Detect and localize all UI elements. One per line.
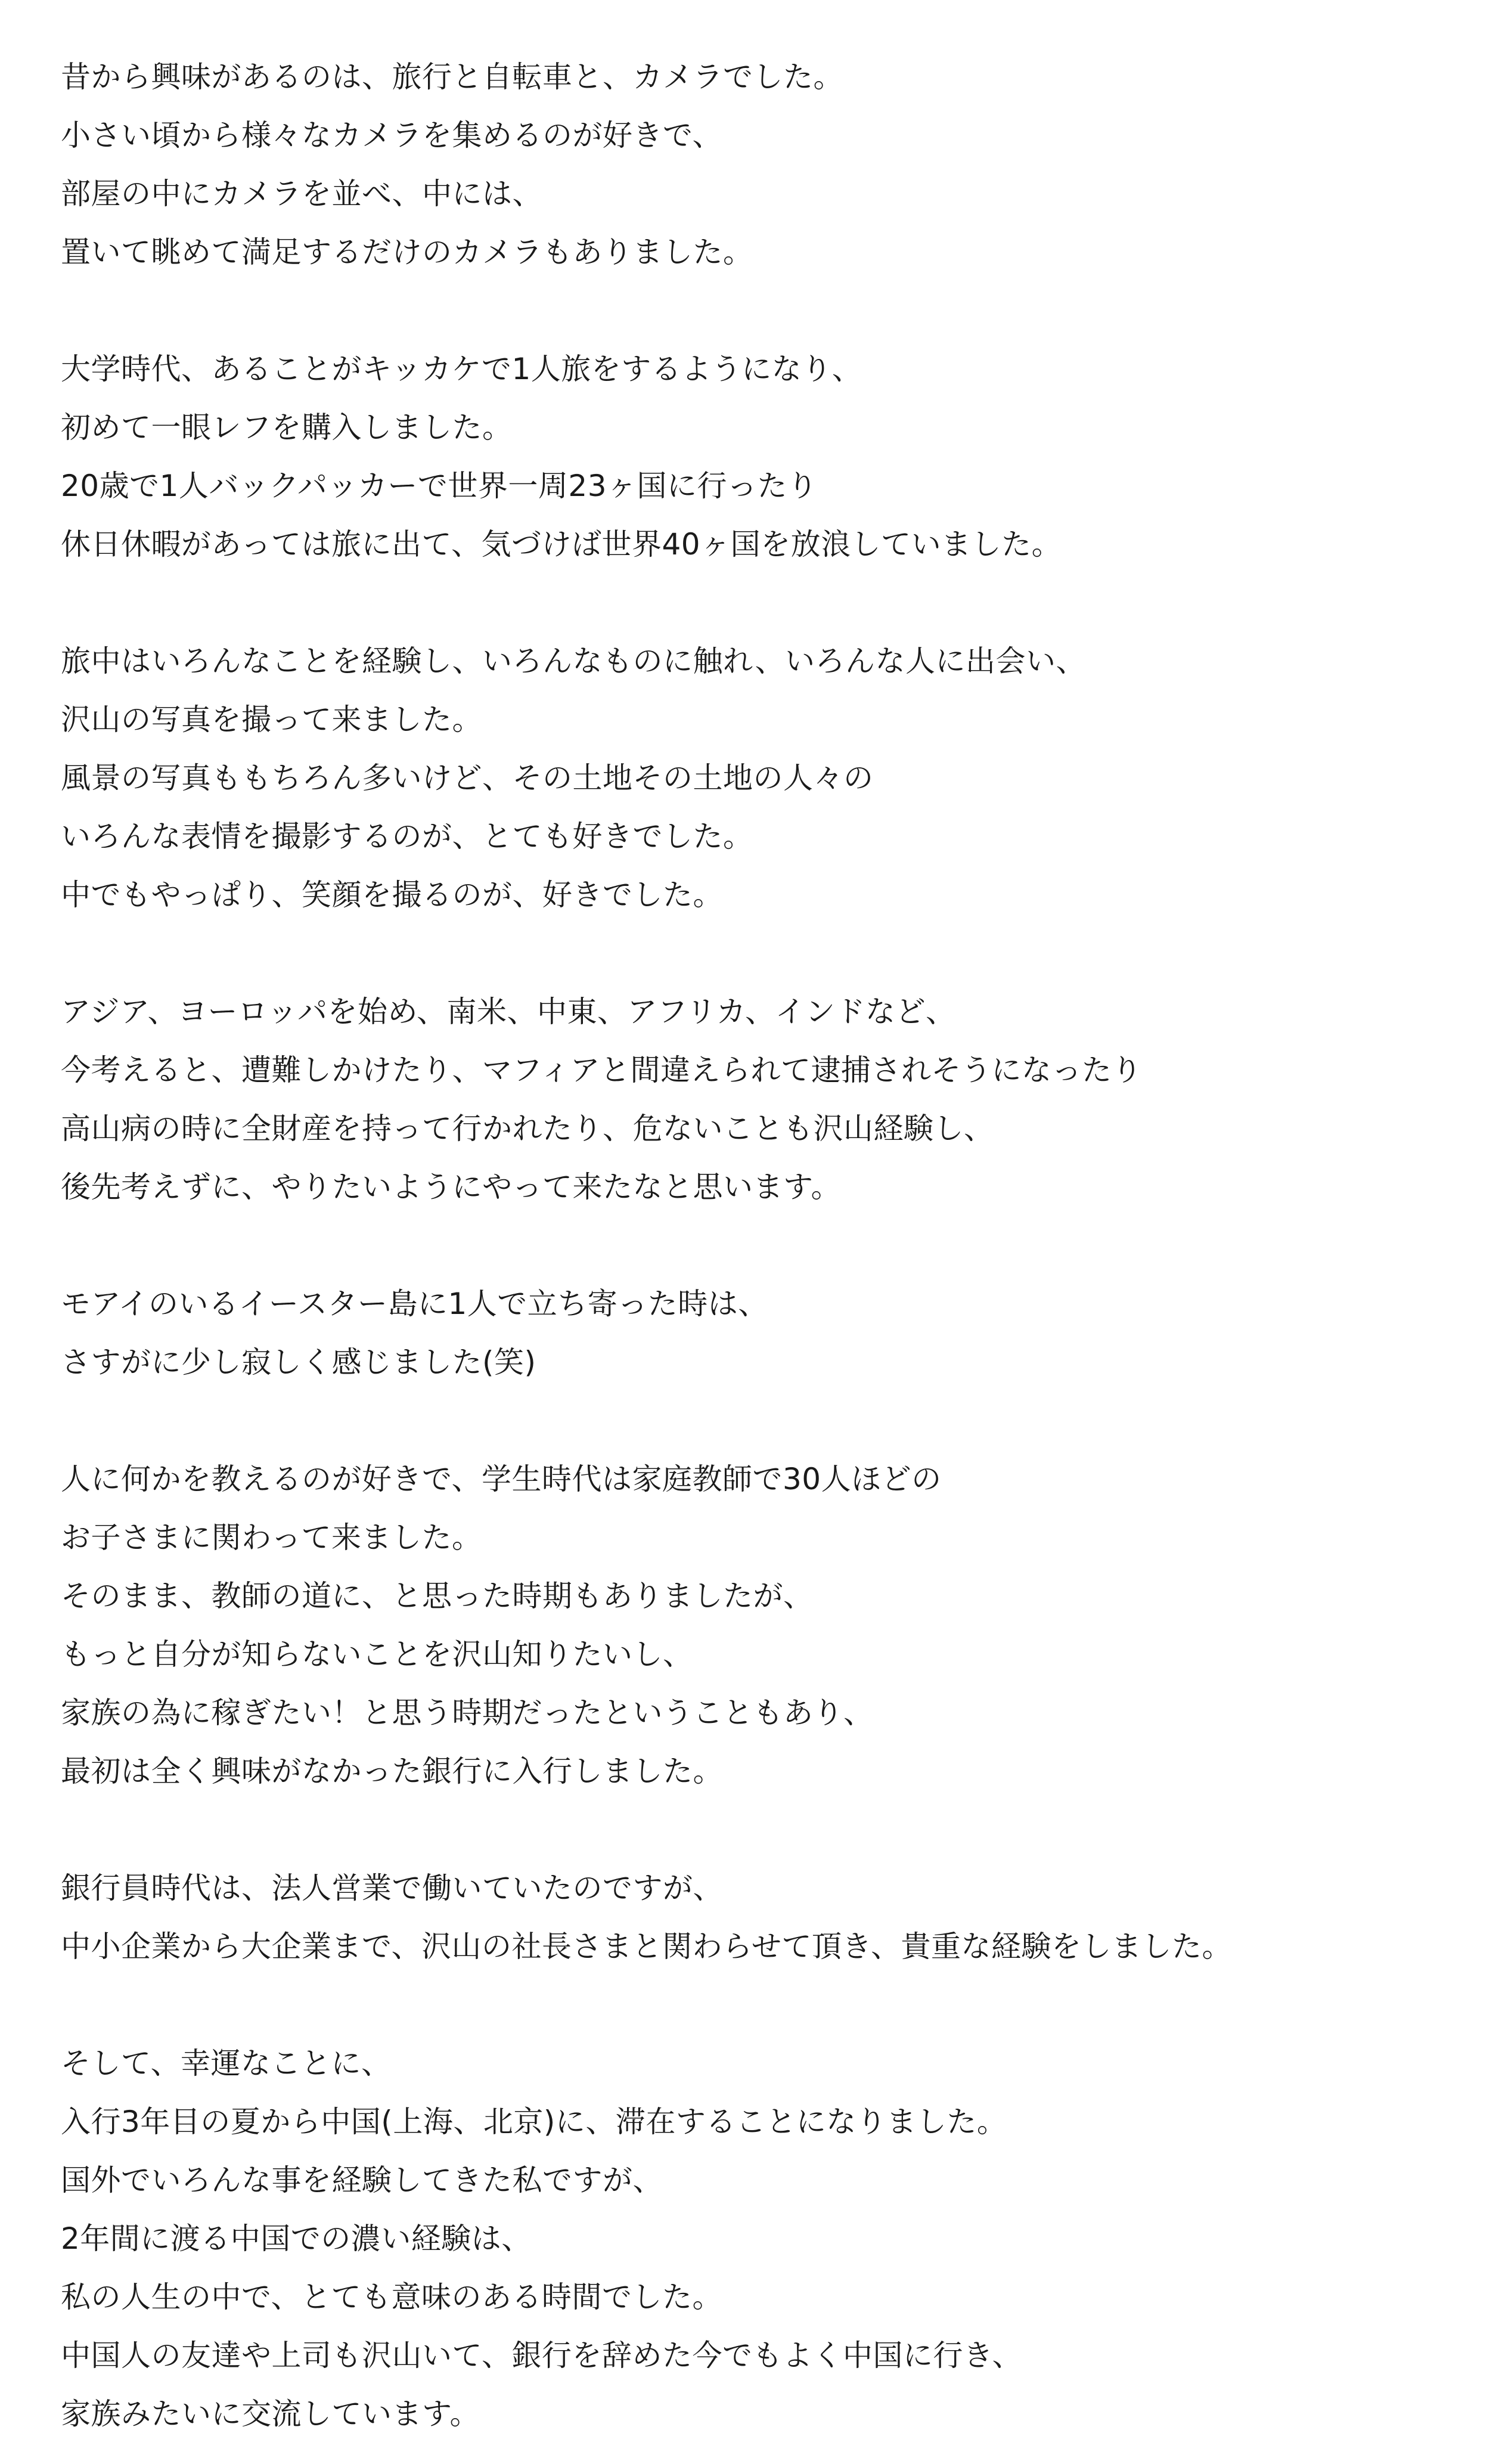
text-line: 置いて眺めて満足するだけのカメラもありました。 <box>61 235 753 269</box>
text-line: 沢山の写真を撮って来ました。 <box>61 702 482 737</box>
paragraph-university-travel <box>61 340 1479 574</box>
text-line: 大学時代、あることがキッカケで1人旅をするようになり、 <box>61 352 862 386</box>
text-line: そのまま、教師の道に、と思った時期もありましたが、 <box>61 1579 814 1613</box>
paragraph-teaching-bank <box>61 1450 1479 1800</box>
text-line: 部屋の中にカメラを並べ、中には、 <box>61 176 542 211</box>
text-line: 銀行員時代は、法人営業で働いていたのですが、 <box>61 1871 723 1905</box>
text-line: 後先考えずに、やりたいようにやって来たなと思います。 <box>61 1170 841 1204</box>
text-line: もっと自分が知らないことを沢山知りたいし、 <box>61 1637 693 1672</box>
paragraph-banking-career <box>61 1859 1479 1976</box>
text-line: 中小企業から大企業まで、沢山の社長さまと関わらせて頂き、貴重な経験をしました。 <box>61 1929 1232 1964</box>
text-line: 昔から興味があるのは、旅行と自転車と、カメラでした。 <box>61 60 843 94</box>
text-line: 風景の写真ももちろん多いけど、その土地その土地の人々の <box>61 761 874 795</box>
text-line: 人に何かを教えるのが好きで、学生時代は家庭教師で30人ほどの <box>61 1462 942 1496</box>
text-line: 中でもやっぱり、笑顔を撮るのが、好きでした。 <box>61 878 723 912</box>
paragraph-photography <box>61 632 1479 924</box>
text-line: 初めて一眼レフを購入しました。 <box>61 410 513 445</box>
text-line: 家族の為に稼ぎたい！と思う時期だったということもあり、 <box>61 1696 874 1730</box>
text-line: 20歳で1人バックパッカーで世界一周23ヶ国に行ったり <box>61 469 818 503</box>
text-line: そして、幸運なことに、 <box>61 2046 392 2081</box>
text-line: 旅中はいろんなことを経験し、いろんなものに触れ、いろんな人に出会い、 <box>61 644 1086 678</box>
paragraph-china <box>61 2034 1479 2443</box>
text-line: 2年間に渡る中国での濃い経験は、 <box>61 2221 532 2256</box>
text-line: 最初は全く興味がなかった銀行に入行しました。 <box>61 1754 723 1789</box>
paragraph-adventures <box>61 982 1479 1216</box>
text-line: 休日休暇があっては旅に出て、気づけば世界40ヶ国を放浪していました。 <box>61 527 1062 562</box>
paragraph-interests <box>61 48 1479 281</box>
text-line: 今考えると、遭難しかけたり、マフィアと間違えられて逮捕されそうになったり <box>61 1053 1142 1087</box>
text-line: 国外でいろんな事を経験してきた私ですが、 <box>61 2163 663 2198</box>
text-line: 高山病の時に全財産を持って行かれたり、危ないことも沢山経験し、 <box>61 1111 994 1146</box>
text-line: 私の人生の中で、とても意味のある時間でした。 <box>61 2280 722 2314</box>
text-line: 中国人の友達や上司も沢山いて、銀行を辞めた今でもよく中国に行き、 <box>61 2338 1022 2373</box>
text-line: アジア、ヨーロッパを始め、南米、中東、アフリカ、インドなど、 <box>61 994 956 1029</box>
text-line: お子さまに関わって来ました。 <box>61 1520 482 1555</box>
paragraph-easter-island <box>61 1275 1479 1391</box>
text-line: いろんな表情を撮影するのが、とても好きでした。 <box>61 819 753 854</box>
text-line: モアイのいるイースター島に1人で立ち寄った時は、 <box>61 1287 768 1321</box>
text-line: 家族みたいに交流しています。 <box>61 2397 480 2431</box>
text-page <box>61 48 1479 2443</box>
text-line: 入行3年目の夏から中国(上海、北京)に、滞在することになりました。 <box>61 2105 1007 2139</box>
text-line: 小さい頃から様々なカメラを集めるのが好きで、 <box>61 118 722 153</box>
text-line: さすがに少し寂しく感じました(笑) <box>61 1345 536 1380</box>
